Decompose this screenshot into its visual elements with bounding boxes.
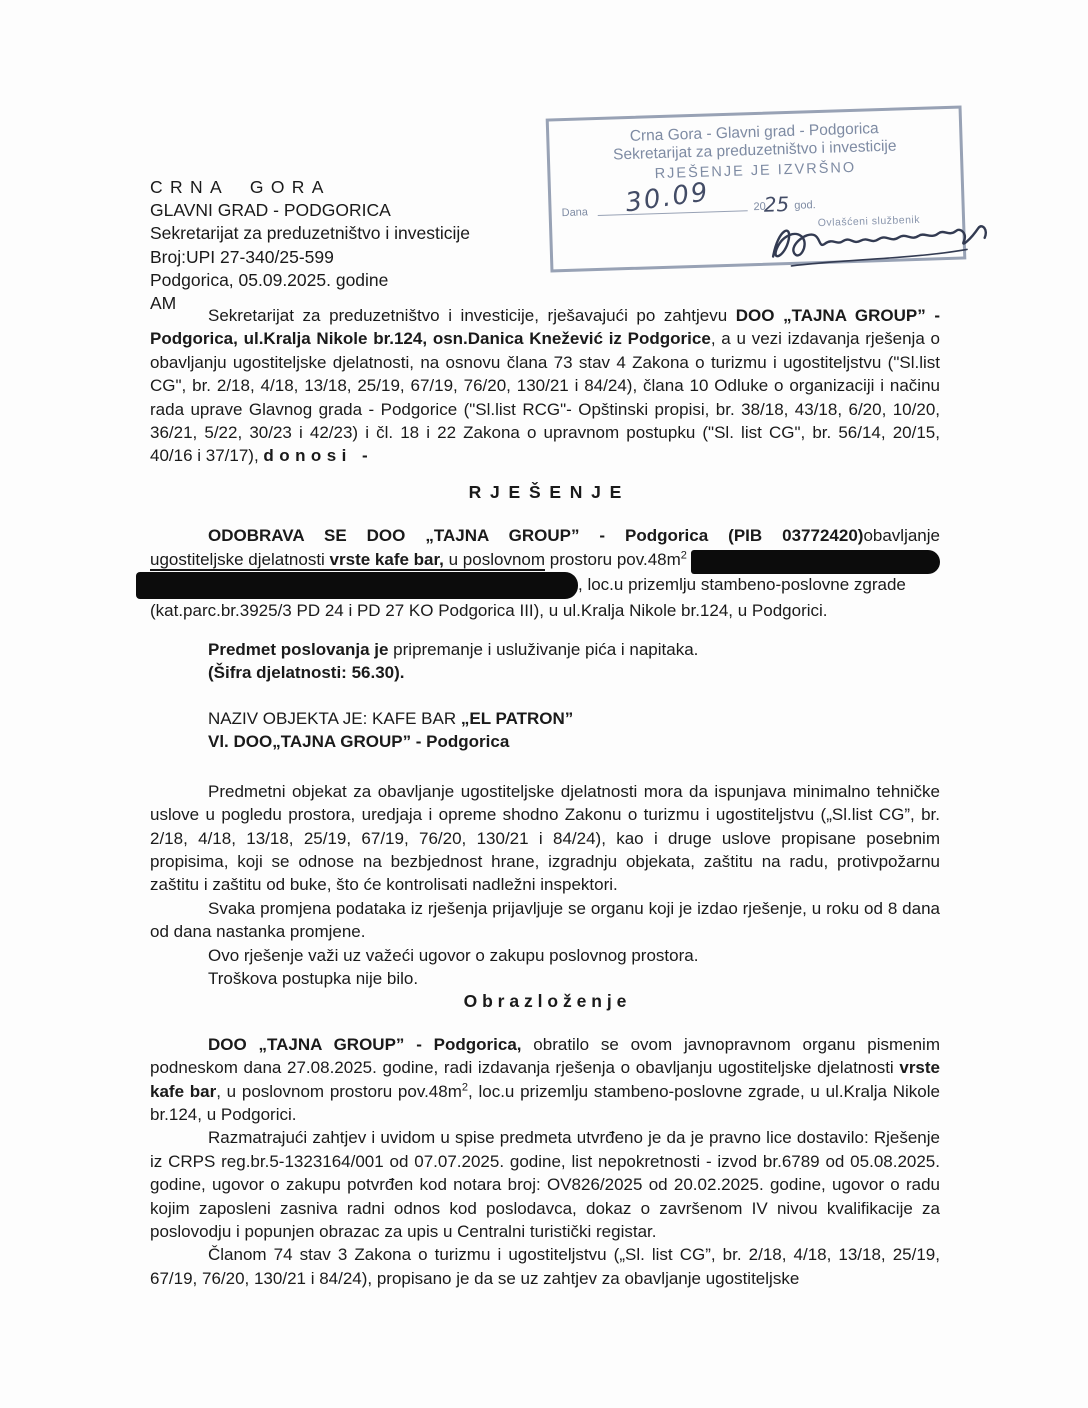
business-subject-line [208, 638, 940, 661]
underlined-premises-text: u poslovnom [443, 549, 546, 569]
handwritten-year: 25 [763, 191, 790, 217]
letterhead-country: CRNA GORA [150, 177, 331, 197]
letterhead-reference-number: Broj:UPI 27-340/25-599 [150, 246, 334, 267]
applicant-name: DOO „TAJNA GROUP” - Podgorica, ul.Kralja Nikole br.124, osn.Danica Knežević iz Podgorice [150, 306, 940, 349]
square-superscript: 2 [680, 549, 687, 562]
area-text: prostoru pov.48m [545, 549, 681, 569]
stamp-line-status: RJEŠENJE JE IZVRŠNO [654, 159, 857, 183]
donosi-text: donosi - [263, 446, 374, 466]
owner-name: Vl. DOO„TAJNA GROUP” - Podgorica [208, 732, 510, 752]
business-subject-block [208, 638, 940, 685]
document-body [150, 304, 940, 1290]
intro-paragraph [150, 304, 940, 468]
square-superscript-2: 2 [461, 1080, 468, 1093]
explanation-paragraph-1 [150, 1033, 940, 1127]
letterhead [150, 176, 650, 315]
explanation-paragraph-2: Razmatrajući zahtjev i uvidom u spise predmeta utvrđeno je da je pravno lice dostavilo: Rješenje iz CRPS reg.br.5-1323164/001 od 07.07.2025. godine, list nepokretnosti - izvod br.6789 od 05.08.2025. godine, ugovor o zakupu potvrđen kod notara broj: OV826/2025 od 20.02.2025. godine, ugovor o radu kojim zaposleni zasniva radni odnos kod poslodavca, dokaz o završenom IV nivou kvalifikacije za poslovodju i popunjen obrazac za upis u Centralni turistički registar. [150, 1128, 940, 1241]
stamp-year-suffix: god. [794, 199, 816, 212]
request-text: obratilo se ovom javnopravnom organu pismenim podneskom dana 27.08.2025. godine, radi izdavanja rješenja o obavljanju ugostiteljske djelatnosti [150, 1034, 940, 1078]
heading-rjesenje: RJEŠENJE [468, 481, 631, 502]
stamp-line-authority: Crna Gora - Glavni grad - Podgorica [629, 120, 879, 145]
business-subject-label: Predmet poslovanja je [208, 640, 389, 660]
letterhead-department: Sekretarijat za preduzetništvo i investicije [150, 223, 471, 244]
letterhead-place-date: Podgorica, 05.09.2025. godine [150, 269, 389, 290]
redaction-bar [136, 572, 578, 599]
intro-text: Sekretarijat za preduzetništvo i investicije, rješavajući po zahtjevu [208, 306, 736, 325]
activity-code-line [208, 661, 940, 684]
change-notice-paragraph: Svaka promjena podataka iz rješenja prijavljuje se organu koji je izdao rješenje, u roku od 8 dana od dana nastanka promjene. [150, 898, 940, 942]
business-subject-text: pripremanje i usluživanje pića i napitaka. [388, 640, 699, 660]
handwritten-date: 30.09 [623, 177, 712, 219]
object-name-label: NAZIV OBJEKTA JE: KAFE BAR [208, 708, 461, 728]
letterhead-initials: AM [150, 293, 177, 314]
decision-line-2 [150, 548, 940, 572]
approved-entity: ODOBRAVA SE DOO „TAJNA GROUP” - Podgorica (PIB 03772420) [208, 526, 864, 546]
activity-code: (Šifra djelatnosti: 56.30). [208, 663, 405, 683]
decision-line-4: (kat.parc.br.3925/3 PD 24 i PD 27 KO Podgorica III), u ul.Kralja Nikole br.124, u Podgorici. [150, 600, 828, 620]
decision-line1-text: obavljanje [863, 526, 940, 546]
explanation-paragraph-3: Članom 74 stav 3 Zakona o turizmu i ugostiteljstvu („Sl. list CG”, br. 2/18, 4/18, 13/18, 25/19, 67/19, 76/20, 130/21 i 84/24), propisano je da se uz zahtjev za obavljanje ugostiteljske [150, 1245, 940, 1288]
decision-line2-text [150, 548, 687, 571]
legal-basis-text: , a u vezi izdavanja rješenja o obavljanju ugostiteljske djelatnosti, na osnovu člana 73 stav 4 Zakona o turizmu i ugostiteljstvu ("Sl.list CG", br. 2/18, 4/18, 13/18, 25/19, 67/19, 76/20, 130/21 i 84/24), člana 10 Odluke o organizaciji i načinu rada uprave Glavnog grada - Podgorice ("Sl.list RCG"- Opštinski propisi, br. 38/18, 43/18, 6/20, 10/20, 36/21, 5/22, 30/23 i 42/23) i čl. 18 i 22 Zakona o upravnom postupku ("Sl. list CG", br. 56/14, 20/15, 40/16 i 37/17), [150, 329, 940, 466]
stamp-line-department: Sekretarijat za preduzetništvo i investicije [612, 137, 897, 164]
object-name-line [208, 707, 940, 730]
object-name: „EL PATRON” [460, 708, 574, 728]
heading-obrazlozenje: Obrazloženje [463, 991, 632, 1012]
bar-type-text-2: vrste kafe bar [150, 1058, 940, 1101]
officer-signature [760, 201, 998, 284]
technical-conditions-paragraph: Predmetni objekat za obavljanje ugostiteljske djelatnosti mora da ispunjava minimalno tehničke uslove u pogledu prostora, uredjaja i opreme shodno Zakonu o turizmu i ugostiteljstvu („Sl.list CG”, br. 2/18, 4/18, 13/18, 25/19, 67/19, 76/20, 130/21 i 84/24), kao i druge uslove propisane posebnim propisima, koji se odnose na bezbjednost hrane, izgradnju objekata, zaštitu na radu, protivpožarnu zaštitu i zaštitu od buke, što će kontrolisati nadležni inspektori. [150, 781, 940, 895]
company-name: DOO „TAJNA GROUP” - Podgorica, [208, 1034, 522, 1054]
decision-line-1 [150, 524, 940, 547]
owner-line [208, 730, 940, 753]
letterhead-city: GLAVNI GRAD - PODGORICA [150, 200, 391, 221]
bar-type-text: vrste kafe bar, [329, 549, 444, 569]
object-name-block [208, 707, 940, 754]
decision-paragraph [150, 524, 940, 622]
area-text-2: , u poslovnom prostoru pov.48m [216, 1081, 462, 1101]
location-text: , loc.u prizemlju stambeno-poslovne zgrade [578, 575, 906, 595]
redaction-bar [691, 550, 940, 574]
stamp-year-prefix: 20 [753, 200, 766, 214]
address-text: , loc.u prizemlju stambeno-poslovne zgrade, u ul.Kralja Nikole br.124, u Podgorici. [150, 1081, 940, 1124]
validity-line: Ovo rješenje važi uz važeći ugovor o zakupu poslovnog prostora. [208, 945, 699, 965]
decision-line-3 [150, 572, 940, 599]
costs-line: Troškova postupka nije bilo. [208, 968, 419, 988]
stamp-date-label: Dana [561, 206, 589, 220]
underlined-activity-text: ugostiteljske djelatnosti [150, 549, 330, 569]
stamp-officer-label: Ovlašćeni službenik [817, 213, 921, 230]
